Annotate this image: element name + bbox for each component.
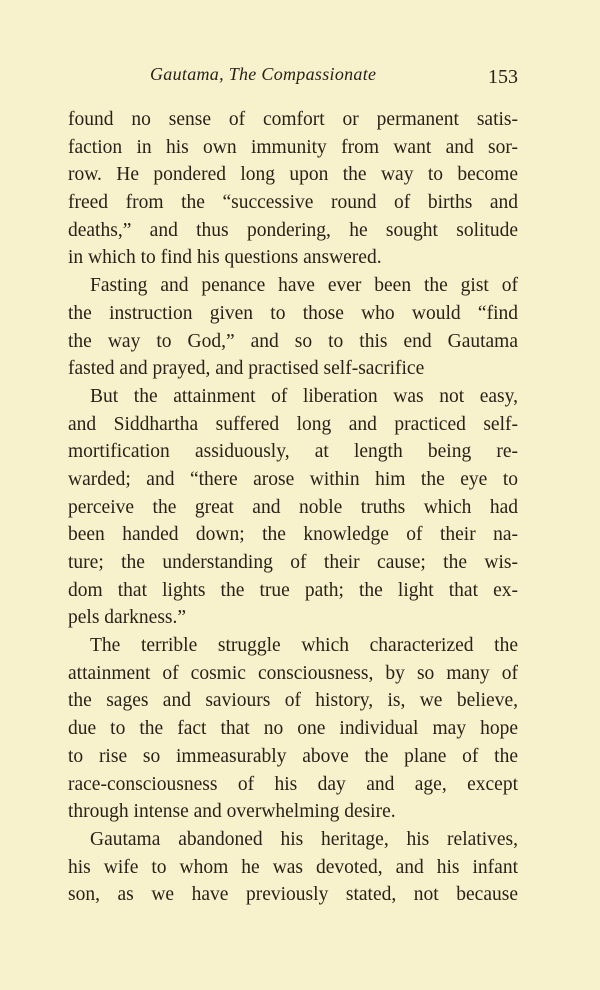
- body-text: [68, 106, 518, 909]
- text-line: warded; and “there arose within him the eye to: [68, 468, 518, 490]
- text-line: row. He pondered long upon the way to become: [68, 164, 518, 186]
- text-line: attainment of cosmic consciousness, by so many of: [68, 662, 518, 684]
- text-line: through intense and overwhelming desire.: [68, 801, 396, 823]
- text-line: to rise so immeasurably above the plane of the: [68, 745, 518, 767]
- text-line: the instruction given to those who would “find: [68, 302, 518, 324]
- text-line: deaths,” and thus pondering, he sought solitude: [68, 219, 518, 241]
- text-line: ture; the understanding of their cause; the wis-: [68, 552, 518, 573]
- text-line: been handed down; the knowledge of their na-: [68, 524, 518, 546]
- text-line: found no sense of comfort or permanent satis-: [68, 109, 518, 130]
- text-line: Fasting and penance have ever been the gist of: [90, 275, 518, 297]
- page-number: 153: [488, 66, 518, 88]
- text-line: the way to God,” and so to this end Gautama: [68, 330, 518, 352]
- text-line: mortification assiduously, at length being re-: [68, 441, 518, 463]
- text-line: fasted and prayed, and practised self-sacrifice: [68, 358, 425, 380]
- text-line: and Siddhartha suffered long and practiced self-: [68, 413, 518, 435]
- text-line: the sages and saviours of history, is, we believe,: [68, 690, 518, 712]
- text-line: dom that lights the true path; the light that ex-: [68, 579, 518, 601]
- text-line: in which to find his questions answered.: [68, 247, 382, 269]
- text-line: pels darkness.”: [68, 607, 187, 629]
- text-line: due to the fact that no one individual may hope: [68, 718, 518, 740]
- running-title: Gautama, The Compassionate: [150, 64, 377, 84]
- text-line: faction in his own immunity from want and sor-: [68, 136, 518, 158]
- text-line: son, as we have previously stated, not because: [68, 884, 518, 906]
- text-line: But the attainment of liberation was not easy,: [90, 385, 518, 407]
- text-line: race-consciousness of his day and age, except: [68, 773, 518, 795]
- text-line: The terrible struggle which characterized the: [90, 635, 518, 657]
- text-line: his wife to whom he was devoted, and his infant: [68, 856, 518, 878]
- text-line: freed from the “successive round of births and: [68, 192, 518, 214]
- text-line: perceive the great and noble truths which had: [68, 496, 518, 518]
- text-line: Gautama abandoned his heritage, his relatives,: [90, 828, 518, 850]
- running-header: [150, 64, 518, 90]
